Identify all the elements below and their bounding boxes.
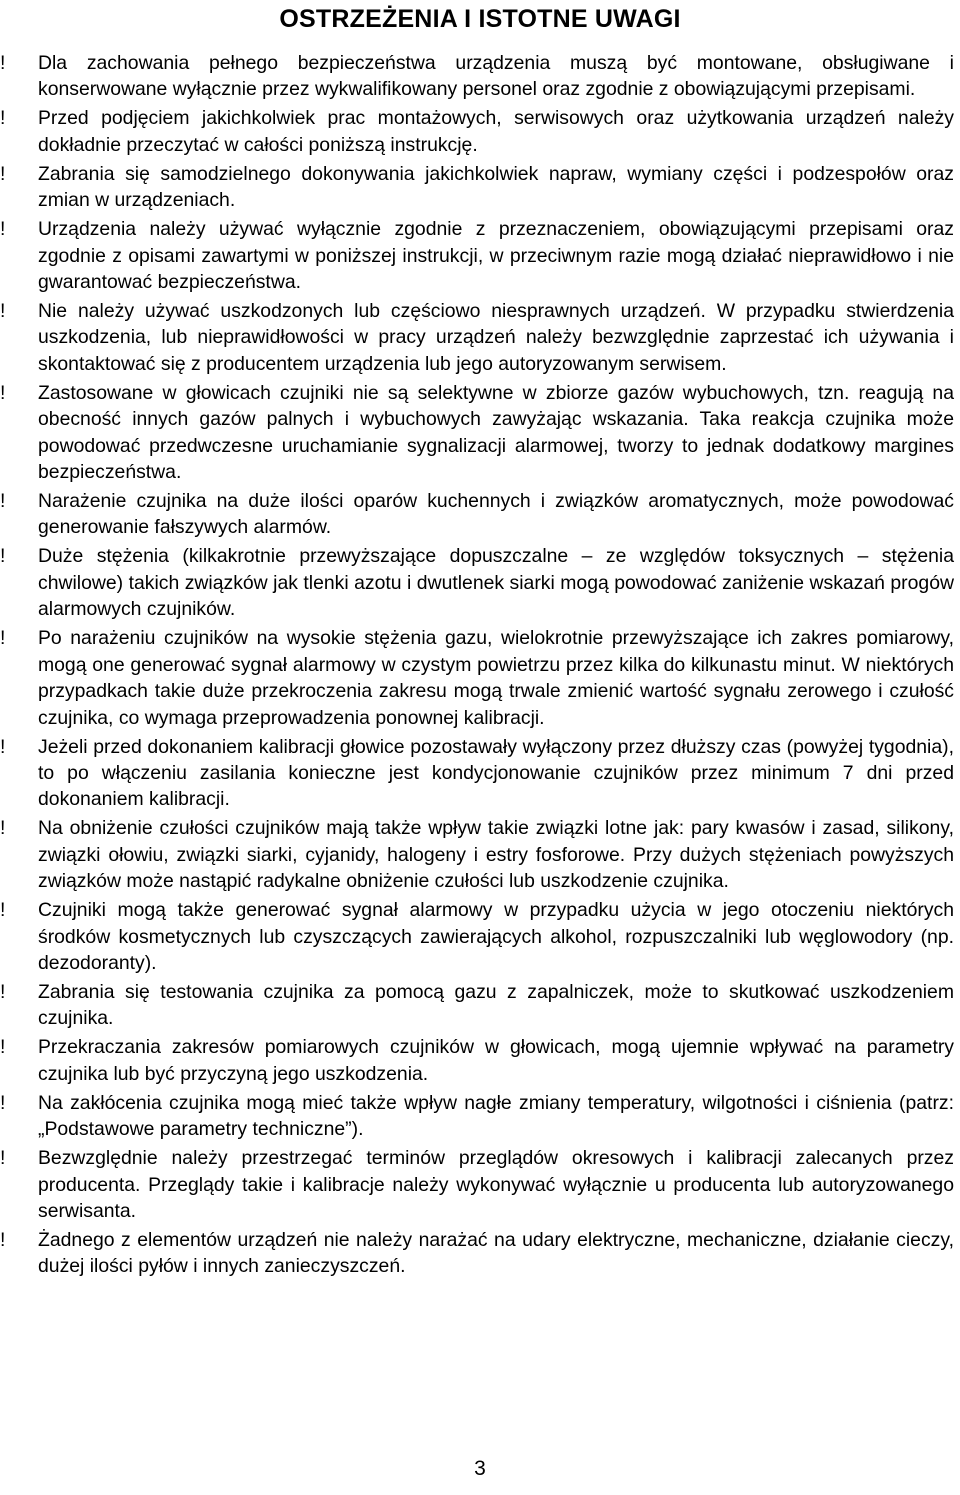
exclamation-icon: !: [0, 162, 6, 185]
warning-text: Duże stężenia (kilkakrotnie przewyższające dopuszczalne – ze względów toksycznych – stężenia chwilowe) takich związków jak tlenki azotu i dwutlenek siarki mogą powodować zaniżenie wskazań progów alarmowych czujników.: [38, 545, 954, 621]
warning-text: Przed podjęciem jakichkolwiek prac montażowych, serwisowych oraz użytkowania urządzeń należy dokładnie przeczytać w całości poniższą instrukcję.: [38, 107, 954, 156]
warning-text: Po narażeniu czujników na wysokie stężenia gazu, wielokrotnie przewyższające ich zakres pomiarowy, mogą one generować sygnał alarmowy w czystym powietrzu przez kilka do kilkunastu minut. W niektórych przypadkach takie duże przekroczenia zakresu mogą trwale zmienić wartość sygnału zerowego i czułość czujnika, co wymaga przeprowadzenia ponownej kalibracji.: [38, 627, 954, 729]
warning-item: [0, 216, 954, 295]
page-number: 3: [474, 1457, 486, 1480]
warning-list: [0, 50, 954, 1282]
warning-item: [0, 50, 954, 103]
warning-text: Narażenie czujnika na duże ilości oparów kuchennych i związków aromatycznych, może powodować generowanie fałszywych alarmów.: [38, 490, 954, 539]
exclamation-icon: !: [0, 545, 6, 568]
warning-item: [0, 1227, 954, 1280]
exclamation-icon: !: [0, 490, 6, 513]
warning-item: [0, 105, 954, 158]
warning-text: Zabrania się testowania czujnika za pomocą gazu z zapalniczek, może to skutkować uszkodzeniem czujnika.: [38, 980, 954, 1030]
warning-item: [0, 543, 954, 622]
warning-item: [0, 1145, 954, 1224]
warning-item: [0, 380, 954, 486]
exclamation-icon: !: [0, 735, 6, 758]
warning-item: [0, 298, 954, 377]
exclamation-icon: !: [0, 1036, 6, 1059]
warning-item: [0, 815, 954, 894]
exclamation-icon: !: [0, 107, 6, 130]
exclamation-icon: !: [0, 52, 6, 74]
warning-item: [0, 488, 954, 541]
warning-item: [0, 1090, 954, 1143]
warning-item: [0, 625, 954, 731]
warning-item: [0, 1034, 954, 1087]
warning-text: Na zakłócenia czujnika mogą mieć także wpływ nagłe zmiany temperatury, wilgotności i ciśnienia (patrz: „Podstawowe parametry techniczne”).: [38, 1091, 954, 1141]
warning-text: Bezwzględnie należy przestrzegać terminów przeglądów okresowych i kalibracji zalecanych przez producenta. Przeglądy takie i kalibracje należy wykonywać wyłącznie u producenta lub autoryzowanego serwisanta.: [38, 1147, 954, 1222]
warning-text: Czujniki mogą także generować sygnał alarmowy w przypadku użycia w jego otoczeniu niektórych środków kosmetycznych lub czyszczących zawierających alkohol, rozpuszczalniki lub węglowodory (np. dezodoranty).: [38, 899, 954, 974]
exclamation-icon: !: [0, 1147, 6, 1170]
warning-text: Zastosowane w głowicach czujniki nie są selektywne w zbiorze gazów wybuchowych, tzn. reagują na obecność innych gazów palnych i wybuchowych zawyżając wskazania. Taka reakcja czujnika może powodować przedwczesne uruchamianie sygnalizacji alarmowej, tworzy to jednak dodatkowy margines bezpieczeństwa.: [38, 381, 954, 484]
warning-text: Przekraczania zakresów pomiarowych czujników w głowicach, mogą ujemnie wpływać na parametry czujnika lub być przyczyną jego uszkodzenia.: [38, 1036, 954, 1085]
exclamation-icon: !: [0, 817, 6, 840]
exclamation-icon: !: [0, 218, 6, 241]
warning-item: [0, 734, 954, 813]
warning-text: Nie należy używać uszkodzonych lub częściowo niesprawnych urządzeń. W przypadku stwierdzenia uszkodzenia, lub nieprawidłowości w pracy urządzeń należy bezwzględnie zaprzestać ich używania i skontaktować się z producentem urządzenia lub jego autoryzowanym serwisem.: [38, 300, 954, 375]
exclamation-icon: !: [0, 980, 6, 1003]
warning-item: [0, 897, 954, 976]
warning-text: Urządzenia należy używać wyłącznie zgodnie z przeznaczeniem, obowiązującymi przepisami oraz zgodnie z opisami zawartymi w poniższej instrukcji, w przeciwnym razie mogą działać nieprawidłowo i nie gwarantować bezpieczeństwa.: [38, 218, 954, 294]
exclamation-icon: !: [0, 1228, 6, 1251]
warning-item: [0, 979, 954, 1032]
exclamation-icon: !: [0, 300, 6, 323]
warning-text: Dla zachowania pełnego bezpieczeństwa urządzenia muszą być montowane, obsługiwane i konserwowane wyłącznie przez wykwalifikowany personel oraz zgodnie z obowiązującymi przepisami.: [38, 52, 954, 101]
exclamation-icon: !: [0, 1091, 6, 1114]
exclamation-icon: !: [0, 381, 6, 404]
warning-text: Żadnego z elementów urządzeń nie należy narażać na udary elektryczne, mechaniczne, działanie cieczy, dużej ilości pyłów i innych zanieczyszczeń.: [38, 1228, 954, 1278]
warning-text: Jeżeli przed dokonaniem kalibracji głowice pozostawały wyłączony przez dłuższy czas (powyżej tygodnia), to po włączeniu zasilania konieczne jest kondycjonowanie czujników przez minimum 7 dni przed dokonaniem kalibracji.: [38, 735, 954, 811]
warning-text: Na obniżenie czułości czujników mają także wpływ takie związki lotne jak: pary kwasów i zasad, silikony, związki ołowiu, związki siarki, cyjanidy, halogeny i estry fosforowe. Przy dużych stężeniach powyższych związków może nastąpić radykalne obniżenie czułości lub uszkodzenie czujnika.: [38, 817, 954, 893]
exclamation-icon: !: [0, 899, 6, 922]
exclamation-icon: !: [0, 627, 6, 650]
warning-text: Zabrania się samodzielnego dokonywania jakichkolwiek napraw, wymiany części i podzespołów oraz zmian w urządzeniach.: [38, 162, 954, 212]
page-title: OSTRZEŻENIA I ISTOTNE UWAGI: [279, 5, 681, 33]
warning-item: [0, 161, 954, 214]
